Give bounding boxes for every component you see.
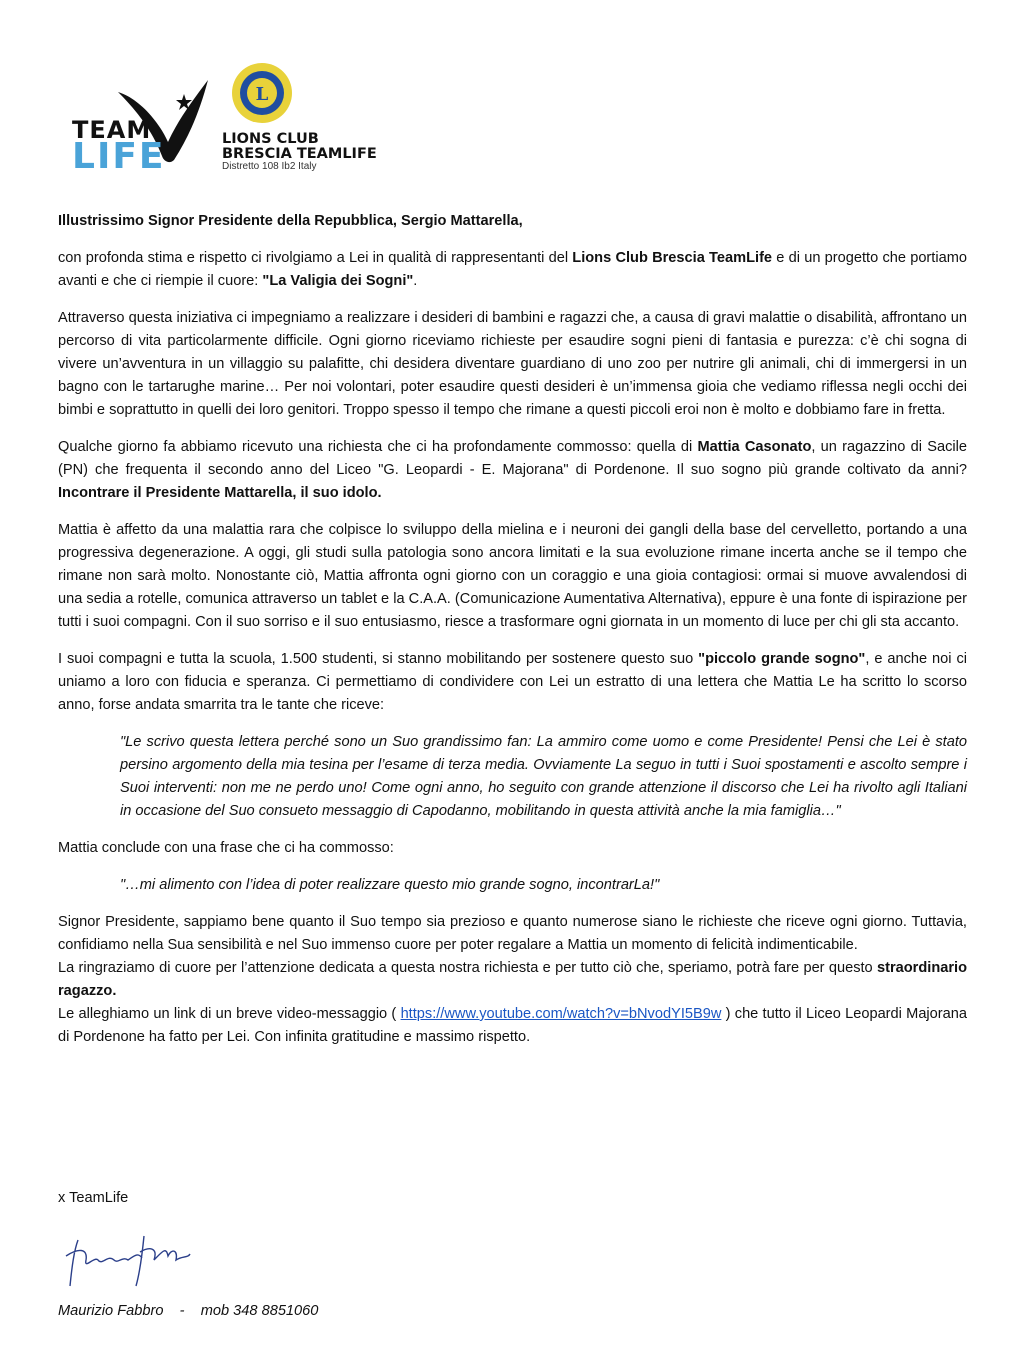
body-paragraph <box>58 307 967 422</box>
text: con profonda stima e rispetto ci rivolgiamo a Lei in qualità di rappresentanti del <box>58 250 573 266</box>
body-paragraph <box>58 519 967 634</box>
video-link[interactable]: https://www.youtube.com/watch?v=bNvodYI5B9w <box>400 1006 722 1022</box>
signature-name: Maurizio Fabbro - mob 348 8851060 <box>58 1303 319 1319</box>
bold-text: Lions Club Brescia TeamLife <box>572 250 773 266</box>
club-district: Distretto 108 Ib2 Italy <box>222 161 317 172</box>
lions-emblem-icon <box>228 60 296 126</box>
body-paragraph <box>58 436 967 505</box>
conclude-text: Mattia conclude con una frase che ci ha commosso: <box>58 840 394 856</box>
handwritten-signature <box>58 1226 198 1298</box>
quote-letter: "Le scrivo questa lettera perché sono un Suo grandissimo fan: La ammiro come uomo e come Presidente! Pensi che Lei è stato persino argomento della mia tesina per l’esame di terza media. Ovviamente La seguo in tutti i Suoi spostamenti e ascolto sempre i Suoi interventi: non me ne perdo uno! Come ogni anno, ho seguito con grande attenzione il discorso che Lei ha rivolto agli Italiani in occasione del Suo consueto messaggio di Capodanno, mobilitando in questa attività anche la mia famiglia…" <box>120 734 967 819</box>
quote-sentence: "…mi alimento con l’idea di poter realizzare questo mio grande sogno, incontrarLa!" <box>120 877 660 893</box>
svg-text:L: L <box>255 84 269 105</box>
closing-paragraph-3: Le alleghiamo un link di un breve video-messaggio ( https://www.youtube.com/watch?v=bNvodYI5B9w ) che tutto il Liceo Leopardi Majorana di Pordenone ha fatto per Lei. Con infinita gratitudine e massimo rispetto. <box>58 1006 968 1045</box>
paragraphs <box>58 247 967 717</box>
text: Mattia è affetto da una malattia rara che colpisce lo sviluppo della mielina e i neuroni dei gangli della base del cervelletto, portando a una progressiva degenerazione. A oggi, gli studi sulla patologia sono ancora limitati e la sua evoluzione rimane incerta anche se il tempo che rimane non sarà molto. Nonostante ciò, Mattia affronta ogni giorno con un coraggio e una gioia contagiosi: ormai si muove avvalendosi di una sedia a rotelle, comunica attraverso un tablet e la C.A.A. (Comunicazione Aumentativa Alternativa), eppure è una fonte di ispirazione per tutti i suoi compagni. Con il suo sorriso e il suo entusiasmo, riesce a trasformare ogni giornata in un momento di luce per chi gli sta accanto. <box>58 522 967 630</box>
teamlife-logo-life: LIFE <box>72 136 166 177</box>
text: I suoi compagni e tutta la scuola, 1.500 studenti, si stanno mobilitando per sostenere questo suo <box>58 651 699 667</box>
body-paragraph <box>58 648 967 717</box>
text: Attraverso questa iniziativa ci impegniamo a realizzare i desideri di bambini e ragazzi che, a causa di gravi malattie o disabilità, affrontano un percorso di vita particolarmente difficile. Ogni giorno riceviamo richieste per esaudire sogni pieni di fantasia e purezza: c’è chi sogna di vivere un’avventura in un villaggio su palafitte, chi desidera diventare guardiano di uno zoo per nutrire gli animali, chi di immergersi in un bagno con le tartarughe marine… Per noi volontari, poter esaudire questi desideri è un’immensa gioia che vediamo riflessa negli occhi dei bimbi e soprattutto in quelli dei loro genitori. Troppo spesso il tempo che rimane a questi piccoli eroi non è molto e dobbiamo fare in fretta. <box>58 310 967 418</box>
text: e di un progetto che portiamo avanti e che ci riempie il cuore: <box>58 250 967 289</box>
club-name: LIONS CLUB BRESCIA TEAMLIFE <box>222 131 377 162</box>
text: , e anche noi ci uniamo a loro con fiducia e speranza. Ci permettiamo di condividere con Lei un estratto di una lettera che Mattia Le ha scritto lo scorso anno, forse andata smarrita tra le tante che riceve: <box>58 651 967 713</box>
letter-body <box>58 210 967 1049</box>
text: , un ragazzino di Sacile (PN) che frequenta il secondo anno del Liceo "G. Leopardi - E. Majorana" di Pordenone. Il suo sogno più grande coltivato da anni? <box>58 439 967 478</box>
body-paragraph <box>58 247 967 293</box>
bold-text: "piccolo grande sogno" <box>698 651 866 667</box>
bold-text: Incontrare il Presidente Mattarella, il suo idolo. <box>58 485 382 501</box>
bold-text: "La Valigia dei Sogni" <box>262 273 414 289</box>
closing-paragraph-1: Signor Presidente, sappiamo bene quanto il Suo tempo sia prezioso e quanto numerose siano le richieste che riceve ogni giorno. Tuttavia, confidiamo nella Sua sensibilità e nel Suo immenso cuore per poter regalare a Mattia un momento di felicità indimenticabile. <box>58 914 967 953</box>
letterhead-logo <box>58 52 398 188</box>
text: Qualche giorno fa abbiamo ricevuto una richiesta che ci ha profondamente commosso: quella di <box>58 439 698 455</box>
salutation: Illustrissimo Signor Presidente della Repubblica, Sergio Mattarella, <box>58 213 523 229</box>
teamlife-logo-team: TEAM <box>72 116 152 144</box>
closing-paragraph-2: La ringraziamo di cuore per l’attenzione dedicata a questa nostra richiesta e per tutto ciò che, speriamo, potrà fare per questo straordinario ragazzo. <box>58 960 967 999</box>
bold-text: Mattia Casonato <box>697 439 812 455</box>
text: . <box>413 273 418 289</box>
sign-from: x TeamLife <box>58 1190 129 1206</box>
